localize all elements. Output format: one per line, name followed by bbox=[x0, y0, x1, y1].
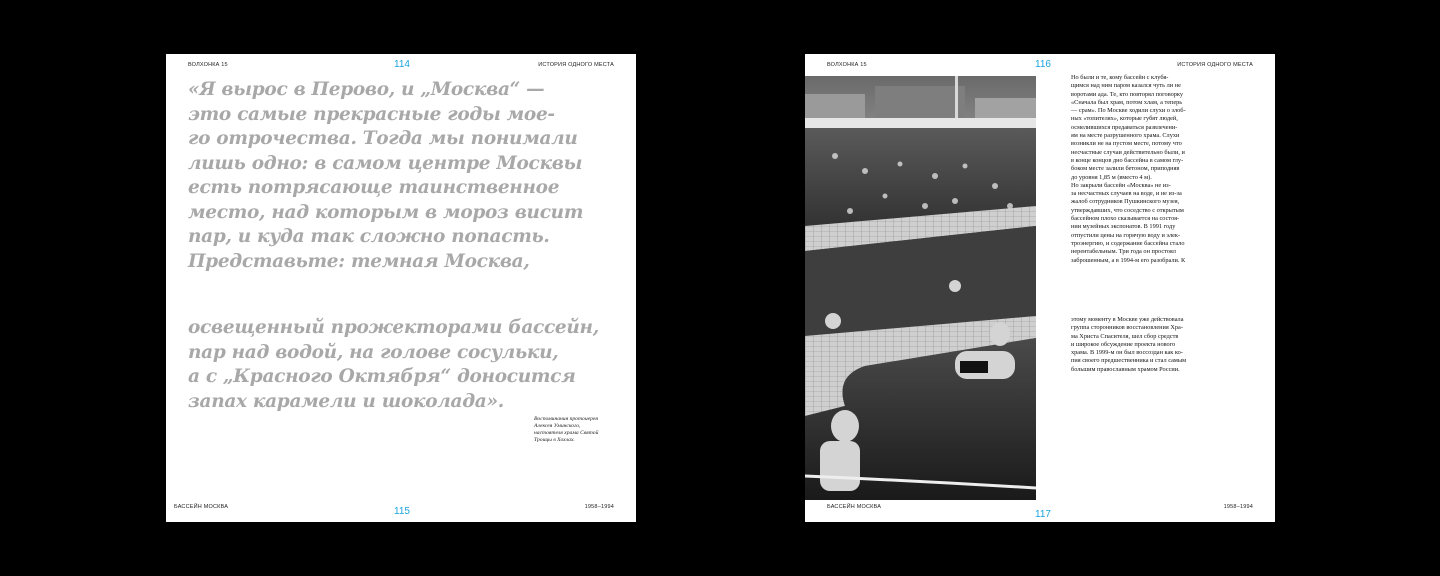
quote-line: пар над водой, на голове сосульки, bbox=[188, 341, 559, 363]
running-header-left: ВОЛХОНКА 15 bbox=[188, 62, 228, 68]
running-header-right: ИСТОРИЯ ОДНОГО МЕСТА bbox=[1177, 62, 1253, 68]
text-line: троэнергию, и содержание бассейна стало bbox=[1071, 239, 1185, 247]
text-line: пия своего предшественника и стал самым bbox=[1071, 357, 1187, 365]
text-line: воротами ада. Те, кто повторял поговорку bbox=[1071, 90, 1184, 98]
quote-line: го отрочества. Тогда мы понимали bbox=[188, 128, 578, 149]
text-line: «Сначала был храм, потом хлам, а теперь bbox=[1071, 98, 1183, 106]
text-line: жалоб сотрудников Пушкинского музея, bbox=[1071, 198, 1180, 206]
quote-line: «Я вырос в Перово, и „Москва“ — bbox=[188, 79, 545, 100]
running-footer-left: БАССЕЙН МОСКВА bbox=[827, 504, 882, 510]
quote-line: место, над которым в мороз висит bbox=[188, 201, 584, 223]
text-line: храма. В 1999-м он был воссоздан как ко- bbox=[1071, 349, 1183, 357]
text-line: за несчастных случаев на воде, и не из-за bbox=[1071, 190, 1182, 198]
running-footer-left: БАССЕЙН МОСКВА bbox=[174, 504, 229, 510]
body-text-bottom bbox=[1071, 316, 1211, 374]
page-number-top: 116 bbox=[1035, 59, 1051, 70]
text-line: в конце концов дно бассейна в самом глу- bbox=[1071, 156, 1184, 164]
text-line: несчастные случаи действительно были, и bbox=[1071, 148, 1185, 156]
running-footer-right: 1958–1994 bbox=[584, 504, 614, 510]
quote-line: запах карамели и шоколада». bbox=[188, 390, 504, 412]
caption-line: Воспоминания протоиерея bbox=[534, 416, 598, 422]
running-header-right: ИСТОРИЯ ОДНОГО МЕСТА bbox=[538, 62, 614, 68]
text-line: и широкое обсуждение проекта нового bbox=[1071, 340, 1176, 348]
text-line: отпустили цены на горячую воду и элек- bbox=[1071, 231, 1181, 239]
quote-bottom bbox=[188, 316, 618, 414]
text-line: Но закрыли бассейн «Москва» не из- bbox=[1071, 181, 1171, 189]
text-line: большим православным храмом России. bbox=[1071, 365, 1180, 373]
text-line: ных «топителях», которые губят людей, bbox=[1071, 115, 1178, 123]
body-text-top bbox=[1071, 74, 1211, 265]
quote-line: пар, и куда так сложно попасть. bbox=[188, 226, 550, 247]
text-line: заброшенным, а в 1994-м его разобрали. К bbox=[1071, 256, 1186, 264]
caption-line: настоятеля храма Святой bbox=[534, 430, 599, 436]
text-line: ма Христа Спасителя, шел сбор средств bbox=[1071, 332, 1179, 340]
caption-line: Троицы в Хохлах. bbox=[534, 437, 575, 443]
quote-line: это самые прекрасные годы мое- bbox=[188, 103, 555, 125]
text-line: нерентабельным. Три года он простоял bbox=[1071, 248, 1176, 256]
quote-line: лишь одно: в самом центре Москвы bbox=[188, 152, 583, 174]
running-header-left: ВОЛХОНКА 15 bbox=[827, 62, 867, 68]
page-number-bottom: 117 bbox=[1035, 509, 1051, 520]
text-line: осмелившихся предаваться развлечени- bbox=[1071, 123, 1178, 131]
text-line: бассейном плохо сказывается на состоя- bbox=[1071, 215, 1180, 223]
text-line: этому моменту в Москве уже действовала bbox=[1071, 316, 1184, 323]
text-line: Но были и те, кому бассейн с клубя- bbox=[1071, 74, 1169, 81]
page-number-bottom: 115 bbox=[394, 506, 410, 517]
page-left bbox=[166, 54, 636, 522]
quote-top bbox=[188, 78, 618, 274]
running-footer-right: 1958–1994 bbox=[1223, 504, 1253, 510]
quote-line: Представьте: темная Москва, bbox=[188, 250, 530, 272]
pool-photo bbox=[805, 76, 1036, 500]
text-line: до уровня 1,85 м (вместо 4 м). bbox=[1071, 173, 1152, 181]
text-line: щимся над ним паром казался чуть ли не bbox=[1071, 82, 1181, 90]
page-right bbox=[805, 54, 1275, 522]
text-line: возникли не на пустом месте, потому что bbox=[1071, 140, 1182, 148]
text-line: утверждавших, что соседство с открытым bbox=[1071, 206, 1184, 214]
text-line: боком месте залили бетоном, приподняв bbox=[1071, 165, 1180, 173]
text-line: группа сторонников восстановления Хра- bbox=[1071, 324, 1183, 332]
caption-line: Алексея Уминского, bbox=[534, 423, 581, 429]
bw-swimming-pool-photo-icon bbox=[805, 76, 1036, 500]
quote-caption bbox=[534, 416, 619, 444]
page-number-top: 114 bbox=[394, 59, 410, 70]
quote-line: освещенный прожекторами бассейн, bbox=[188, 317, 599, 338]
text-line: — срам». По Москве ходили слухи о злоб- bbox=[1071, 107, 1186, 115]
quote-line: есть потрясающе таинственное bbox=[188, 177, 560, 198]
text-line: ям на месте разрушенного храма. Слухи bbox=[1071, 132, 1180, 140]
quote-line: а с „Красного Октября“ доносится bbox=[188, 366, 576, 387]
text-line: нии музейных экспонатов. В 1991 году bbox=[1071, 223, 1176, 231]
